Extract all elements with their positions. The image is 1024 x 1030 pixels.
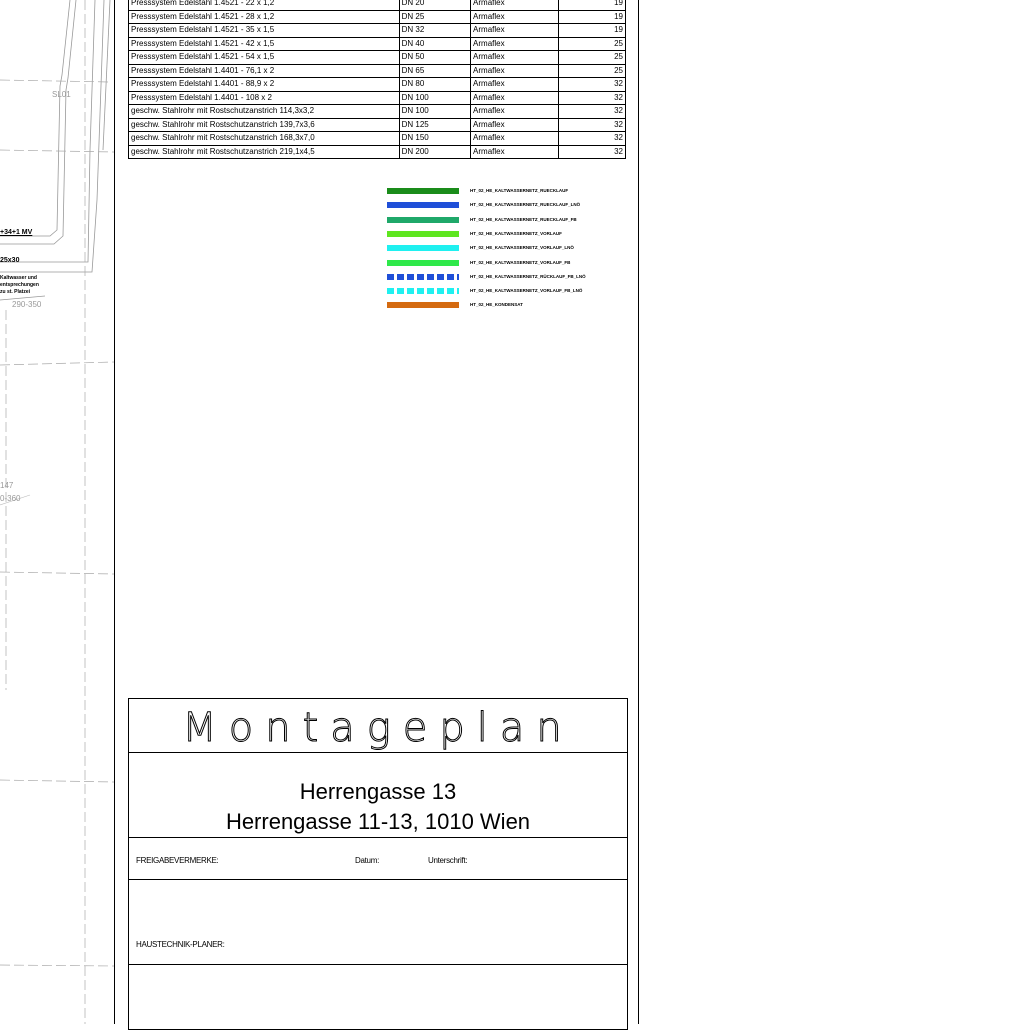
- pipe-thickness-cell: 32: [558, 118, 625, 132]
- pipe-insulation-cell: Armaflex: [471, 10, 559, 24]
- pipe-material-cell: geschw. Stahlrohr mit Rostschutzanstrich 114,3x3,2: [129, 105, 400, 119]
- legend-label: HT_02_HE_KALTWASSERNETZ_RUECKLAUF_FB: [470, 216, 577, 222]
- pipe-insulation-cell: Armaflex: [471, 118, 559, 132]
- pipe-material-cell: Presssystem Edelstahl 1.4521 - 22 x 1,2: [129, 0, 400, 10]
- pipe-material-cell: geschw. Stahlrohr mit Rostschutzanstrich 139,7x3,6: [129, 118, 400, 132]
- pipe-table-row: [129, 78, 626, 92]
- legend-label: HT_02_HE_KALTWASSERNETZ_RUECKLAUF_LNÖ: [470, 202, 581, 208]
- pipe-material-cell: Presssystem Edelstahl 1.4521 - 35 x 1,5: [129, 24, 400, 38]
- pipe-insulation-cell: Armaflex: [471, 0, 559, 10]
- legend-line-swatch: [387, 188, 459, 194]
- pipe-table-row: [129, 91, 626, 105]
- pipe-dn-cell: DN 32: [399, 24, 470, 38]
- pipe-insulation-cell: Armaflex: [471, 78, 559, 92]
- legend-line-swatch: [387, 274, 459, 280]
- pipe-table-row: [129, 105, 626, 119]
- pipe-dn-cell: DN 100: [399, 105, 470, 119]
- legend-label: HT_02_HE_KALTWASSERNETZ_RÜCKLAUF_FB_LNÖ: [470, 273, 586, 279]
- pipe-table-row: [129, 118, 626, 132]
- plan-label-dimension-b: 290-350: [12, 300, 42, 309]
- legend-label: HT_02_HE_KALTWASSERNETZ_VORLAUF: [470, 230, 562, 236]
- signature-label: Unterschrift:: [428, 856, 468, 865]
- pipe-material-cell: Presssystem Edelstahl 1.4521 - 28 x 1,2: [129, 10, 400, 24]
- pipe-material-cell: Presssystem Edelstahl 1.4401 - 88,9 x 2: [129, 78, 400, 92]
- legend-line-swatch: [387, 302, 459, 308]
- pipe-thickness-cell: 25: [558, 51, 625, 65]
- pipe-dn-cell: DN 65: [399, 64, 470, 78]
- pipe-dn-cell: DN 50: [399, 51, 470, 65]
- plan-label-room: SL01: [52, 90, 71, 99]
- pipe-insulation-cell: Armaflex: [471, 105, 559, 119]
- pipe-thickness-cell: 19: [558, 24, 625, 38]
- plan-label-dimension-d: 0-360: [0, 494, 21, 503]
- project-name: Herrengasse 13: [299, 779, 457, 804]
- project-divider: [129, 837, 627, 838]
- pipe-thickness-cell: 25: [558, 37, 625, 51]
- pipe-table-row: [129, 145, 626, 159]
- legend-line-swatch: [387, 288, 459, 294]
- project-address: Herrengasse 11-13, 1010 Wien: [225, 809, 531, 834]
- pipe-thickness-cell: 25: [558, 64, 625, 78]
- legend-line-swatch: [387, 260, 459, 266]
- planner-divider: [129, 964, 627, 965]
- pipe-table-row: [129, 64, 626, 78]
- pipe-thickness-cell: 32: [558, 132, 625, 146]
- legend-label: HT_02_HE_KALTWASSERNETZ_RUECKLAUF: [470, 188, 569, 193]
- pipe-insulation-cell: Armaflex: [471, 91, 559, 105]
- pipe-table-row: [129, 24, 626, 38]
- pipe-material-cell: Presssystem Edelstahl 1.4521 - 42 x 1,5: [129, 37, 400, 51]
- pipe-spec-table: [128, 0, 626, 159]
- pipe-insulation-cell: Armaflex: [471, 24, 559, 38]
- pipe-dn-cell: DN 100: [399, 91, 470, 105]
- legend-label: HT_02_HE_KONDENSAT: [470, 302, 523, 308]
- drawing-frame-left: [114, 0, 115, 1024]
- pipe-dn-cell: DN 125: [399, 118, 470, 132]
- pipe-insulation-cell: Armaflex: [471, 145, 559, 159]
- pipe-insulation-cell: Armaflex: [471, 64, 559, 78]
- pipe-table-row: [129, 0, 626, 10]
- pipe-dn-cell: DN 150: [399, 132, 470, 146]
- pipe-insulation-cell: Armaflex: [471, 37, 559, 51]
- pipe-thickness-cell: 32: [558, 145, 625, 159]
- pipe-table-row: [129, 132, 626, 146]
- plan-label-dimension-c: 147: [0, 481, 14, 490]
- pipe-dn-cell: DN 200: [399, 145, 470, 159]
- pipe-dn-cell: DN 20: [399, 0, 470, 10]
- approval-divider: [129, 879, 627, 880]
- pipe-dn-cell: DN 80: [399, 78, 470, 92]
- planner-label: HAUSTECHNIK-PLANER:: [136, 940, 225, 949]
- drawing-frame-right: [638, 0, 639, 1024]
- pipe-table-row: [129, 51, 626, 65]
- title-divider: [129, 752, 627, 753]
- title-block: [128, 698, 628, 1030]
- legend-label: HT_02_HE_KALTWASSERNETZ_VORLAUF_LNÖ: [470, 245, 574, 251]
- pipe-insulation-cell: Armaflex: [471, 51, 559, 65]
- pipe-material-cell: Presssystem Edelstahl 1.4401 - 76,1 x 2: [129, 64, 400, 78]
- pipe-thickness-cell: 32: [558, 91, 625, 105]
- pipe-material-cell: geschw. Stahlrohr mit Rostschutzanstrich 168,3x7,0: [129, 132, 400, 146]
- pipe-insulation-cell: Armaflex: [471, 132, 559, 146]
- approval-label: FREIGABEVERMERKE:: [136, 856, 219, 865]
- pipe-dn-cell: DN 25: [399, 10, 470, 24]
- pipe-material-cell: geschw. Stahlrohr mit Rostschutzanstrich 219,1x4,5: [129, 145, 400, 159]
- pipe-thickness-cell: 32: [558, 105, 625, 119]
- plan-note-line-3: zu st. Platzei: [0, 289, 31, 295]
- plan-label-level: +34+1 MV: [0, 229, 33, 236]
- drawing-title: Montageplan: [182, 705, 574, 751]
- pipe-thickness-cell: 19: [558, 0, 625, 10]
- legend-line-swatch: [387, 217, 459, 223]
- pipe-material-cell: Presssystem Edelstahl 1.4401 - 108 x 2: [129, 91, 400, 105]
- pipe-thickness-cell: 32: [558, 78, 625, 92]
- legend-line-swatch: [387, 231, 459, 237]
- date-label: Datum:: [355, 856, 379, 865]
- pipe-thickness-cell: 19: [558, 10, 625, 24]
- legend-label: HT_02_HE_KALTWASSERNETZ_VORLAUF_FB_LNÖ: [470, 288, 583, 294]
- pipe-dn-cell: DN 40: [399, 37, 470, 51]
- pipe-table-row: [129, 10, 626, 24]
- legend-line-swatch: [387, 202, 459, 208]
- floor-plan-lines: [0, 0, 114, 1024]
- plan-label-dimension: 25x30: [0, 257, 20, 264]
- pipe-table-row: [129, 37, 626, 51]
- pipe-material-cell: Presssystem Edelstahl 1.4521 - 54 x 1,5: [129, 51, 400, 65]
- legend-line-swatch: [387, 245, 459, 251]
- legend-label: HT_02_HE_KALTWASSERNETZ_VORLAUF_FB: [470, 259, 571, 265]
- plan-note-line-1: Kaltwasser und: [0, 275, 37, 281]
- plan-note-line-2: entsprechungen: [0, 282, 39, 288]
